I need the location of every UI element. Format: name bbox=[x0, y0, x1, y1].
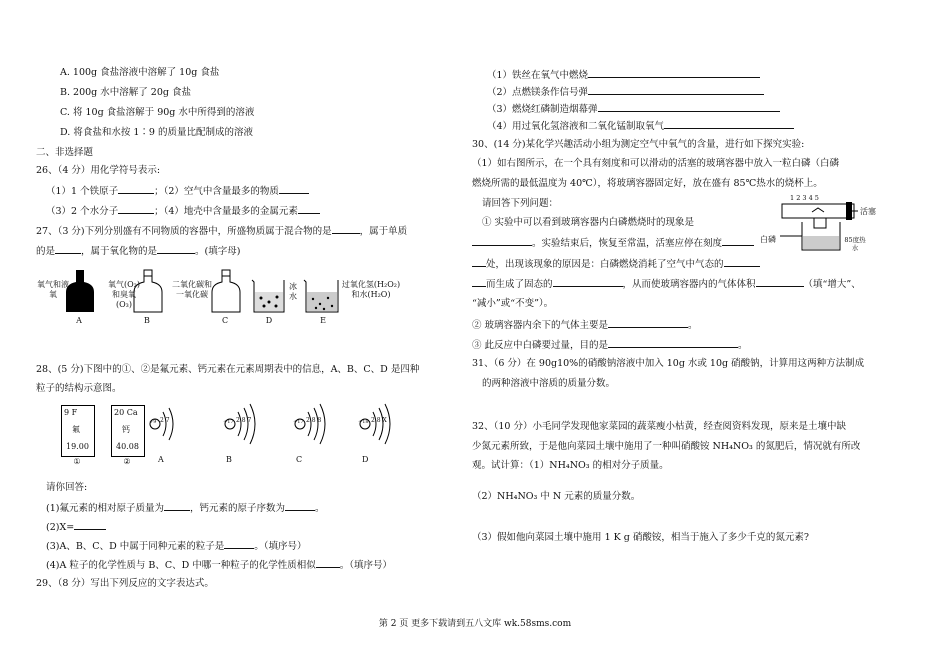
q30-p5 bbox=[472, 235, 754, 250]
apparatus-water: 85度热水 bbox=[844, 236, 866, 252]
container-d-letter: D bbox=[265, 316, 273, 325]
page-footer: 第 2 页 更多下载请到五八文库 wk.58sms.com bbox=[378, 619, 572, 629]
answer-blank[interactable] bbox=[164, 500, 190, 511]
apparatus-phosphorus: 白磷 bbox=[760, 235, 776, 244]
answer-blank[interactable] bbox=[157, 243, 195, 254]
q32-line1: 32、（10 分）小毛同学发现他家菜园的蔬菜瘦小枯黄，经查阅资料发现，原来是土壤中缺 bbox=[472, 421, 846, 432]
q30-p6-text: 处，出现该现象的原因是：白磷燃烧消耗了空气中气态的 bbox=[486, 259, 724, 270]
q30-p7-text-b: ，从而使玻璃容器内的气体体积 bbox=[622, 279, 756, 290]
q26-line2 bbox=[46, 203, 320, 218]
q29-item3-text: （3）燃烧红磷制造烟幕弹 bbox=[487, 104, 598, 115]
atom-b-nucleus: +17 bbox=[223, 419, 234, 425]
q31-line1: 31、（6 分）在 90g10%的硝酸钠溶液中加入 10g 水或 10g 硝酸钠，计算用这两种方法制成 bbox=[472, 358, 865, 369]
atom-b-shells: 2 8 7 bbox=[236, 417, 252, 424]
q29-item4-text: （4）用过氧化氢溶液和二氧化锰制取氧气 bbox=[487, 121, 665, 132]
atom-c-shells: 2 8 8 bbox=[306, 417, 322, 424]
q30-p7-text-a: 而生成了固态的 bbox=[486, 279, 553, 290]
q30-p3: 请回答下列问题： bbox=[482, 198, 559, 209]
q32-line3: 观。试计算：（1）NH₄NO₃ 的相对分子质量。 bbox=[472, 460, 669, 471]
answer-blank[interactable] bbox=[224, 538, 254, 549]
answer-blank[interactable] bbox=[472, 256, 486, 267]
q28-line2: 粒子的结构示意图。 bbox=[36, 383, 122, 394]
answer-blank[interactable] bbox=[279, 183, 309, 194]
answer-blank[interactable] bbox=[588, 67, 760, 78]
atom-a-nucleus: +9 bbox=[149, 419, 157, 425]
atom-b-letter: B bbox=[226, 455, 232, 464]
cell-number-symbol: 20 Ca bbox=[114, 408, 138, 417]
cell-mark-1: ① bbox=[73, 457, 81, 466]
q30-p9: ② 玻璃容器内余下的气体主要是 。 bbox=[472, 317, 698, 332]
q30-heading: 30、(14 分)某化学兴趣活动小组为测定空气中氧气的含量，进行如下探究实验: bbox=[472, 139, 805, 150]
q26-line1 bbox=[46, 183, 309, 198]
q25-option-d: D. 将食盐和水按 1∶9 的质量比配制成的溶液 bbox=[60, 127, 253, 138]
q28-sub3-a: (3)A、B、C、D 中属于同种元素的粒子是 bbox=[46, 541, 225, 552]
answer-blank[interactable] bbox=[74, 519, 106, 530]
q27-prompt-b: ，属于单质 bbox=[359, 226, 408, 237]
container-c-label: 二氧化碳和一氧化碳 bbox=[172, 280, 212, 299]
atom-a-letter: A bbox=[158, 455, 164, 464]
answer-blank[interactable] bbox=[553, 276, 623, 287]
container-d bbox=[252, 280, 284, 312]
element-cell-fluorine bbox=[61, 405, 95, 457]
q26-heading: 26、（4 分）用化学符号表示: bbox=[36, 165, 161, 176]
answer-blank[interactable] bbox=[285, 500, 315, 511]
q30-p2: 燃烧所需的最低温度为 40℃），将玻璃容器固定好，放在盛有 85℃热水的烧杯上。 bbox=[472, 178, 823, 189]
answer-blank[interactable] bbox=[608, 317, 688, 328]
q29-item2-text: （2）点燃镁条作信号弹 bbox=[487, 87, 589, 98]
q32-sub2: （2）NH₄NO₃ 中 N 元素的质量分数。 bbox=[472, 491, 641, 502]
section-heading: 二、非选择题 bbox=[36, 147, 94, 158]
q26-item3: （3）2 个水分子 bbox=[46, 206, 119, 217]
atom-d-nucleus: +18 bbox=[358, 419, 369, 425]
answer-blank[interactable] bbox=[332, 223, 360, 234]
cell-name: 钙 bbox=[122, 425, 130, 434]
q30-p7-text-c: （填“增大”、 bbox=[803, 279, 861, 290]
q31-line2: 的两种溶液中溶质的质量分数。 bbox=[482, 378, 616, 389]
atom-a-shells: 2 7 bbox=[160, 417, 170, 424]
answer-blank[interactable] bbox=[756, 276, 804, 287]
q28-sub1-b: ，钙元素的原子序数为 bbox=[189, 503, 285, 514]
answer-blank[interactable] bbox=[722, 235, 754, 246]
atom-d-letter: D bbox=[362, 455, 369, 464]
container-a bbox=[66, 270, 94, 312]
container-a-label: 氧气和液氧 bbox=[37, 280, 69, 299]
atom-d-shells: 2 8 X bbox=[371, 417, 387, 424]
q28-sub4 bbox=[46, 557, 392, 572]
q25-option-a: A. 100g 食盐溶液中溶解了 10g 食盐 bbox=[60, 67, 220, 78]
q25-option-b: B. 200g 水中溶解了 20g 食盐 bbox=[60, 87, 191, 98]
q26-item2: ；（2）空气中含量最多的物质 bbox=[154, 186, 279, 197]
container-c-letter: C bbox=[221, 316, 229, 325]
q30-p1: （1）如右图所示，在一个具有刻度和可以滑动的活塞的玻璃容器中放入一粒白磷（白磷 bbox=[472, 158, 840, 169]
q27-line1 bbox=[36, 223, 407, 238]
q27-prompt: 27、（3 分)下列分别盛有不同物质的容器中，所盛物质属于混合物的是 bbox=[36, 226, 332, 237]
cell-number-symbol: 9 F bbox=[64, 408, 78, 417]
q28-sub2-text: (2)X= bbox=[46, 522, 75, 533]
q27-prompt-c: 的是 bbox=[36, 246, 56, 257]
q30-p6 bbox=[472, 256, 760, 271]
cell-name: 氟 bbox=[72, 425, 80, 434]
answer-blank[interactable] bbox=[472, 235, 532, 246]
q30-p5-text: 。实验结束后，恢复至常温，活塞应停在刻度 bbox=[532, 238, 723, 249]
answer-blank[interactable] bbox=[316, 557, 340, 568]
answer-blank[interactable] bbox=[608, 337, 738, 348]
q32-sub3: （3）假如他向菜园土壤中施用 1 K g 硝酸铵，相当于施入了多少千克的氮元素? bbox=[472, 532, 809, 543]
apparatus-piston: 活塞 bbox=[860, 207, 876, 216]
q30-p10: ③ 此反应中白磷要过量，目的是 。 bbox=[472, 337, 748, 352]
answer-blank[interactable] bbox=[588, 84, 764, 95]
q29-item1 bbox=[487, 67, 760, 82]
container-b-letter: B bbox=[144, 316, 150, 325]
q28-ask: 请你回答: bbox=[46, 482, 88, 493]
q28-sub3-b: 。（填序号） bbox=[254, 541, 307, 552]
cell-mark-2: ② bbox=[123, 457, 131, 466]
q28-sub3 bbox=[46, 538, 306, 553]
container-b-label: 氧气(O₂)和臭氧(O₃) bbox=[107, 280, 140, 309]
q28-sub4-a: (4)A 粒子的化学性质与 B、C、D 中哪一种粒子的化学性质相似 bbox=[46, 560, 316, 571]
q30-p10-text: ③ 此反应中白磷要过量，目的是 bbox=[472, 340, 609, 351]
q29-heading: 29、（8 分）写出下列反应的文字表达式。 bbox=[36, 578, 214, 589]
q28-line1: 28、(5 分)下图中的①、②是氟元素、钙元素在元素周期表中的信息，A、B、C、D 是四种 bbox=[36, 364, 420, 375]
apparatus-scale: 1 2 3 4 5 bbox=[790, 194, 819, 202]
answer-blank[interactable] bbox=[598, 101, 780, 112]
container-e-label: 过氧化氢(H₂O₂)和水(H₂O) bbox=[341, 280, 401, 299]
q27-prompt-d: ，属于氧化物的是 bbox=[81, 246, 158, 257]
container-e-letter: E bbox=[320, 316, 326, 325]
q28-sub4-b: 。（填序号） bbox=[339, 560, 393, 571]
answer-blank[interactable] bbox=[298, 203, 320, 214]
q30-p7 bbox=[472, 276, 861, 291]
apparatus-figure bbox=[778, 192, 878, 264]
container-e bbox=[304, 280, 338, 312]
atom-c-nucleus: +17 bbox=[293, 419, 304, 425]
q32-line2: 少氮元素所致，于是他向菜园土壤中施用了一种叫硝酸铵 NH₄NO₃ 的氮肥后，情况就有所改 bbox=[472, 441, 861, 452]
answer-blank[interactable] bbox=[724, 256, 760, 267]
q30-p4: ① 实验中可以看到玻璃容器内白磷燃烧时的现象是 bbox=[482, 217, 695, 228]
atom-diagrams bbox=[140, 400, 400, 450]
answer-blank[interactable] bbox=[664, 118, 794, 129]
answer-blank[interactable] bbox=[472, 276, 486, 287]
cell-mass: 40.08 bbox=[116, 442, 139, 451]
answer-blank[interactable] bbox=[55, 243, 81, 254]
q28-sub1-a: (1)氟元素的相对原子质量为 bbox=[46, 503, 164, 514]
q29-item3 bbox=[487, 101, 780, 116]
container-c bbox=[212, 270, 240, 312]
container-a-letter: A bbox=[76, 316, 82, 325]
answer-blank[interactable] bbox=[118, 183, 154, 194]
q27-prompt-e: 。(填字母) bbox=[195, 246, 241, 257]
q28-sub2 bbox=[46, 519, 106, 534]
q29-item4 bbox=[487, 118, 794, 133]
atom-c-letter: C bbox=[296, 455, 303, 464]
q30-p8: “减小”或“不变”）。 bbox=[472, 298, 554, 309]
q26-item4: ；（4）地壳中含量最多的金属元素 bbox=[154, 206, 298, 217]
container-d-label: 冰水 bbox=[289, 282, 297, 301]
q27-line2 bbox=[36, 243, 240, 258]
q29-item1-text: （1）铁丝在氧气中燃烧 bbox=[487, 70, 589, 81]
q26-item1: （1）1 个铁原子 bbox=[46, 186, 119, 197]
q29-item2 bbox=[487, 84, 764, 99]
q25-option-c: C. 将 10g 食盐溶解于 90g 水中所得到的溶液 bbox=[60, 107, 255, 118]
q28-sub1: (1)氟元素的相对原子质量为 ，钙元素的原子序数为 。 bbox=[46, 500, 325, 515]
cell-mass: 19.00 bbox=[66, 442, 89, 451]
answer-blank[interactable] bbox=[118, 203, 154, 214]
q30-p9-text: ② 玻璃容器内余下的气体主要是 bbox=[472, 320, 609, 331]
